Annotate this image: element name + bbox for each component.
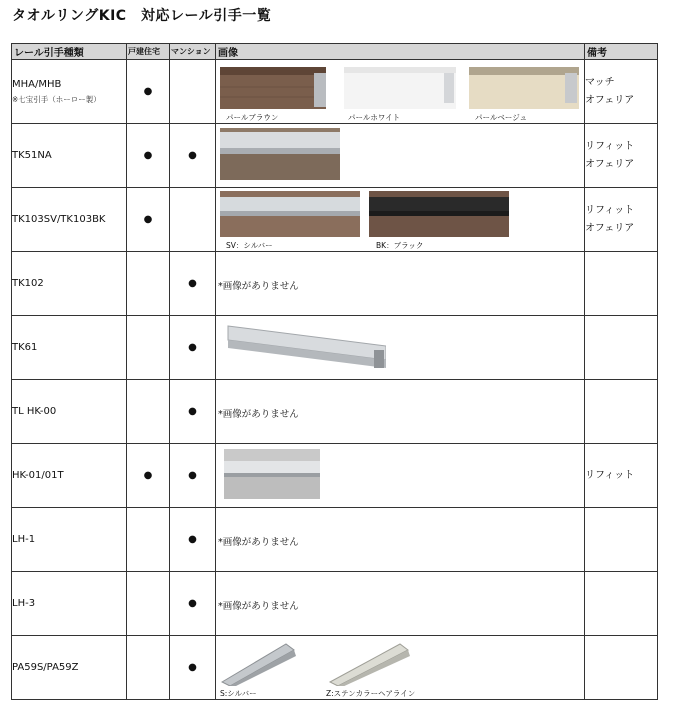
no-image-text: *画像がありません — [218, 601, 299, 612]
swatch-caption: パールベージュ — [475, 113, 528, 122]
rail-type-cell — [12, 572, 127, 636]
mansion-mark: ● — [170, 572, 216, 636]
note-line: マッチ — [585, 76, 615, 88]
header-mansion: マンション — [170, 44, 216, 60]
rail-type-cell — [12, 252, 127, 316]
no-image-text: *画像がありません — [218, 281, 299, 292]
notes-cell — [585, 636, 658, 700]
rail-type-name: TK103SV/TK103BK — [12, 214, 106, 225]
house-mark: ● — [127, 124, 170, 188]
pearl-beige-swatch — [469, 67, 579, 109]
mansion-mark: ● — [170, 636, 216, 700]
image-cell — [216, 508, 585, 572]
mansion-mark — [170, 188, 216, 252]
mansion-mark: ● — [170, 124, 216, 188]
image-cell — [216, 444, 585, 508]
rail-type-cell — [12, 124, 127, 188]
house-mark — [127, 508, 170, 572]
rail-type-cell — [12, 636, 127, 700]
note-line: オフェリア — [585, 158, 635, 170]
swatch-caption: パールホワイト — [348, 113, 401, 122]
mansion-mark: ● — [170, 252, 216, 316]
image-cell — [216, 636, 585, 700]
mansion-mark: ● — [170, 444, 216, 508]
table-row — [12, 380, 658, 444]
image-cell — [216, 252, 585, 316]
table-row — [12, 124, 658, 188]
pa59s-photo — [220, 642, 298, 686]
header-notes: 備考 — [585, 44, 658, 60]
rail-type-cell — [12, 508, 127, 572]
mansion-mark: ● — [170, 316, 216, 380]
swatch-caption: S:シルバー — [220, 689, 257, 698]
rail-type-cell — [12, 188, 127, 252]
house-mark: ● — [127, 60, 170, 124]
header-type: レール引手種類 — [12, 44, 127, 60]
mansion-mark: ● — [170, 380, 216, 444]
mansion-mark: ● — [170, 508, 216, 572]
table-row — [12, 60, 658, 124]
image-cell — [216, 124, 585, 188]
rail-type-note: ※七宝引手（ホーロー製） — [12, 94, 101, 104]
no-image-text: *画像がありません — [218, 537, 299, 548]
rail-type-name: PA59S/PA59Z — [12, 662, 79, 673]
image-cell — [216, 380, 585, 444]
rail-handle-table — [11, 43, 658, 700]
rail-type-name: HK-01/01T — [12, 470, 64, 481]
rail-type-name: MHA/MHB — [12, 78, 62, 90]
table-row — [12, 572, 658, 636]
rail-type-name: TL HK-00 — [12, 406, 57, 417]
image-cell — [216, 572, 585, 636]
tk103bk-photo — [369, 191, 509, 237]
note-line: リフィット — [585, 469, 635, 481]
swatch-caption: SV：シルバー — [226, 241, 273, 250]
swatch-caption: BK：ブラック — [376, 241, 424, 250]
swatch-caption: Z:ステンカラーヘアライン — [326, 689, 416, 698]
table-row — [12, 252, 658, 316]
note-line: リフィット — [585, 204, 635, 216]
house-mark: ● — [127, 188, 170, 252]
pearl-white-swatch — [344, 67, 456, 109]
image-cell — [216, 60, 585, 124]
house-mark — [127, 636, 170, 700]
pa59z-photo — [328, 642, 412, 686]
rail-type-name: LH-1 — [12, 534, 36, 545]
tk103sv-photo — [220, 191, 360, 237]
notes-cell — [585, 380, 658, 444]
house-mark — [127, 252, 170, 316]
no-image-text: *画像がありません — [218, 409, 299, 420]
swatch-caption: パールブラウン — [226, 113, 279, 122]
rail-type-name: TK61 — [12, 342, 38, 353]
table-row — [12, 508, 658, 572]
page-title: タオルリングKIC 対応レール引手一覧 — [12, 8, 272, 24]
rail-type-cell — [12, 380, 127, 444]
pearl-brown-swatch — [220, 67, 326, 109]
note-line: オフェリア — [585, 94, 635, 106]
hk01-photo — [224, 449, 320, 499]
rail-type-name: TK102 — [12, 278, 44, 289]
notes-cell — [585, 572, 658, 636]
table-header-row — [12, 44, 658, 60]
notes-cell — [585, 188, 658, 252]
tk51na-photo — [220, 128, 340, 180]
note-line: リフィット — [585, 140, 635, 152]
table-row — [12, 636, 658, 700]
notes-cell — [585, 124, 658, 188]
house-mark — [127, 572, 170, 636]
note-line: オフェリア — [585, 222, 635, 234]
table-row — [12, 316, 658, 380]
house-mark — [127, 316, 170, 380]
notes-cell — [585, 444, 658, 508]
table-row — [12, 444, 658, 508]
notes-cell — [585, 316, 658, 380]
rail-type-cell — [12, 444, 127, 508]
rail-type-name: TK51NA — [12, 150, 52, 161]
image-cell — [216, 188, 585, 252]
notes-cell — [585, 60, 658, 124]
mansion-mark — [170, 60, 216, 124]
tk61-photo — [224, 324, 386, 370]
notes-cell — [585, 252, 658, 316]
header-house: 戸建住宅 — [127, 44, 170, 60]
notes-cell — [585, 508, 658, 572]
rail-type-name: LH-3 — [12, 598, 36, 609]
rail-type-cell — [12, 60, 127, 124]
header-image: 画像 — [216, 44, 585, 60]
house-mark: ● — [127, 444, 170, 508]
table-row — [12, 188, 658, 252]
image-cell — [216, 316, 585, 380]
house-mark — [127, 380, 170, 444]
rail-type-cell — [12, 316, 127, 380]
